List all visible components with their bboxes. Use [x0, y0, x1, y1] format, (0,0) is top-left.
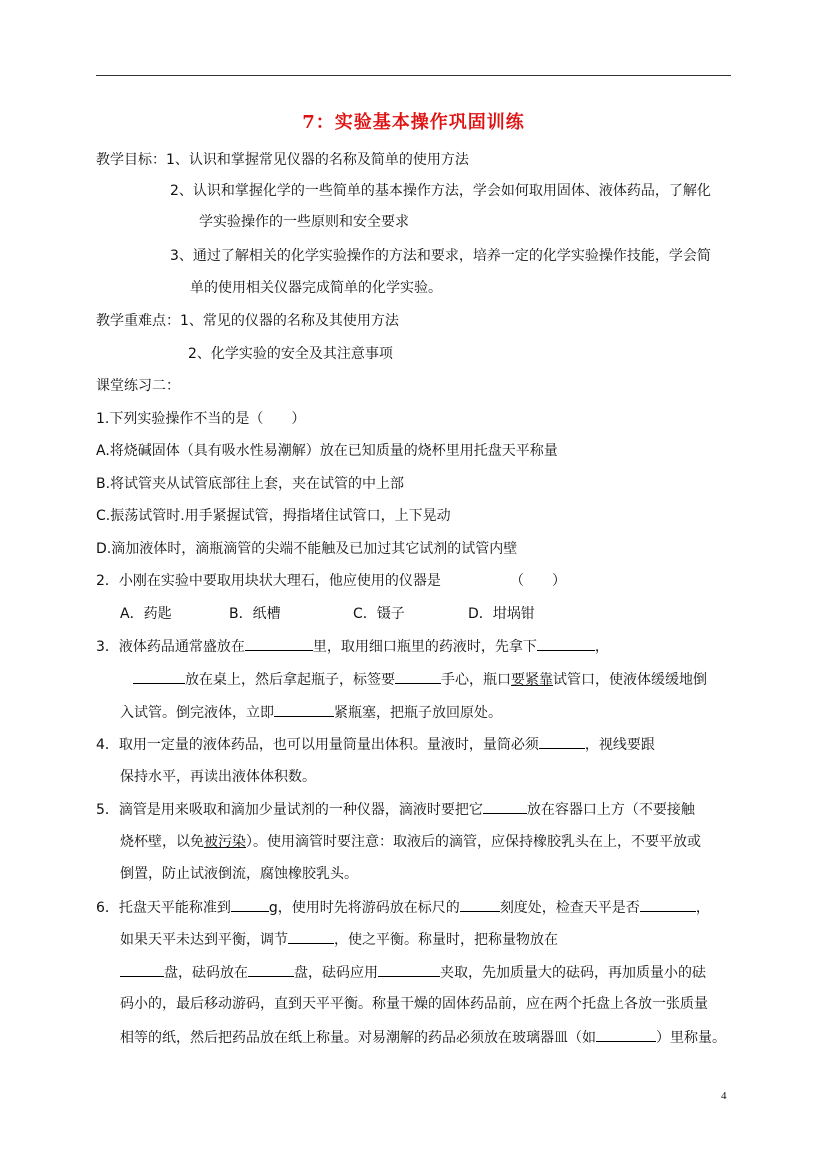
q6-text-9: 夹取，先加质量大的砝码，再加质量小的砝: [440, 965, 706, 981]
q6-text-6: ，使之平衡。称量时，把称量物放在: [334, 932, 558, 948]
q2-stem: 2．小刚在实验中要取用块状大理石，他应使用的仪器是: [96, 573, 441, 589]
q3-text-2: 里，取用细口瓶里的药液时，先拿下: [312, 639, 537, 655]
q5-line-1: [96, 799, 695, 820]
page-number: 4: [721, 1090, 727, 1102]
q3-line-1: [96, 636, 609, 657]
q1-option-c: C.振荡试管时.用手紧握试管，拇指堵住试管口，上下晃动: [96, 508, 451, 524]
q1-stem: 1.下列实验操作不当的是（ ）: [96, 411, 306, 427]
q3-blank-5[interactable]: [274, 702, 334, 717]
q6-blank-8[interactable]: [596, 1027, 656, 1042]
q5-text-3: 烧杯壁，以免: [120, 834, 204, 850]
q3-text-5: 手心，瓶口: [441, 672, 511, 688]
exercise-heading: 课堂练习二：: [96, 378, 180, 394]
keypoints-line-1: [96, 311, 399, 331]
q3-blank-2[interactable]: [537, 636, 595, 651]
q2-option-c: C．镊子: [353, 606, 405, 622]
keypoints-label: 教学重难点：: [96, 313, 180, 329]
q2-answer-paren: （ ）: [510, 573, 566, 589]
q3-text-9: 紧瓶塞，把瓶子放回原处。: [334, 705, 502, 721]
q5-text-5: ）。使用滴管时要注意：取液后的滴管，应保持橡胶乳头在上，不要平放或: [246, 834, 701, 850]
q4-blank-1[interactable]: [539, 734, 585, 749]
q3-text-3: ，: [594, 639, 609, 655]
q4-text-2: ，视线要跟: [584, 737, 655, 753]
q6-text-2: g，使用时先将游码放在标尺的: [268, 900, 460, 916]
q6-blank-2[interactable]: [460, 897, 500, 912]
q6-blank-7[interactable]: [378, 962, 440, 977]
page-title: 7：实验基本操作巩固训练: [302, 112, 525, 133]
q6-text-5: 如果天平未达到平衡，调节: [120, 932, 288, 948]
q2-option-a: A．药匙: [120, 606, 172, 622]
q6-text-3: 刻度处，检查天平是否: [499, 900, 640, 916]
goals-label: 教学目标：: [96, 152, 166, 168]
q6-blank-5[interactable]: [120, 962, 164, 977]
q5-line-2: [120, 832, 701, 852]
q3-text-4: 放在桌上，然后拿起瓶子，标签要: [185, 672, 395, 688]
header-rule: [96, 75, 731, 76]
q2-option-d: D．坩埚钳: [468, 606, 535, 622]
q3-line-2: [133, 669, 707, 690]
q5-line-3: 倒置，防止试液倒流，腐蚀橡胶乳头。: [120, 866, 358, 882]
q4-line-2: 保持水平，再读出液体体积数。: [120, 769, 316, 785]
goal-2a: 2、认识和掌握化学的一些简单的基本操作方法，学会如何取用固体、液体药品，了解化: [170, 183, 711, 199]
q5-text-4: 被污染: [204, 834, 246, 850]
goal-3b: 单的使用相关仪器完成简单的化学实验。: [190, 280, 442, 296]
q4-text-1: 4．取用一定量的液体药品，也可以用量筒量出体积。量液时，量筒必须: [96, 737, 539, 753]
q3-line-3: [120, 702, 502, 723]
q6-text-8: 盘，砝码应用: [294, 965, 378, 981]
goal-1: 1、认识和掌握常见仪器的名称及简单的使用方法: [166, 152, 469, 168]
goal-2b: 学实验操作的一些原则和安全要求: [199, 214, 409, 230]
q3-blank-3[interactable]: [133, 669, 185, 684]
q1-option-b: B.将试管夹从试管底部往上套，夹在试管的中上部: [96, 476, 405, 492]
q6-line-4: 码小的，最后移动游码，直到天平平衡。称量干燥的固体药品前，应在两个托盘上各放一张质量: [120, 996, 708, 1012]
goal-3a: 3、通过了解相关的化学实验操作的方法和要求，培养一定的化学实验操作技能，学会简: [170, 248, 711, 264]
q6-line-3: [120, 962, 706, 983]
q6-line-2: [120, 929, 558, 950]
q2-option-b: B．纸槽: [229, 606, 281, 622]
q3-text-7: 试管口，使液体缓缓地倒: [553, 672, 707, 688]
q4-line-1: [96, 734, 655, 755]
q3-text-1: 3．液体药品通常盛放在: [96, 639, 245, 655]
q1-option-a: A.将烧碱固体（具有吸水性易潮解）放在已知质量的烧杯里用托盘天平称量: [96, 443, 558, 459]
q3-text-6: 要紧靠: [511, 672, 553, 688]
q6-text-1: 6．托盘天平能称准到: [96, 900, 231, 916]
q6-text-11: 相等的纸，然后把药品放在纸上称量。对易潮解的药品必须放在玻璃器皿（如: [120, 1030, 596, 1046]
q5-text-1: 5．滴管是用来吸取和滴加少量试剂的一种仪器，滴液时要把它: [96, 802, 483, 818]
keypoint-2: 2、化学实验的安全及其注意事项: [188, 346, 393, 362]
q6-blank-1[interactable]: [231, 897, 269, 912]
q3-blank-4[interactable]: [395, 669, 441, 684]
q6-line-5: [120, 1027, 726, 1048]
q6-blank-3[interactable]: [640, 897, 696, 912]
q6-text-12: ）里称量。: [656, 1030, 726, 1046]
q5-text-2: 放在容器口上方（不要接触: [526, 802, 695, 818]
q6-line-1: [96, 897, 710, 918]
q3-blank-1[interactable]: [245, 636, 313, 651]
q3-text-8: 入试管。倒完液体，立即: [120, 705, 274, 721]
q6-blank-6[interactable]: [248, 962, 294, 977]
goals-line-1: [96, 150, 469, 170]
q6-blank-4[interactable]: [288, 929, 334, 944]
q6-text-7: 盘，砝码放在: [164, 965, 248, 981]
q6-text-4: ，: [695, 900, 710, 916]
q5-blank-1[interactable]: [483, 799, 527, 814]
keypoint-1: 1、常见的仪器的名称及其使用方法: [180, 313, 399, 329]
q1-option-d: D.滴加液体时，滴瓶滴管的尖端不能触及已加过其它试剂的试管内壁: [96, 541, 518, 557]
